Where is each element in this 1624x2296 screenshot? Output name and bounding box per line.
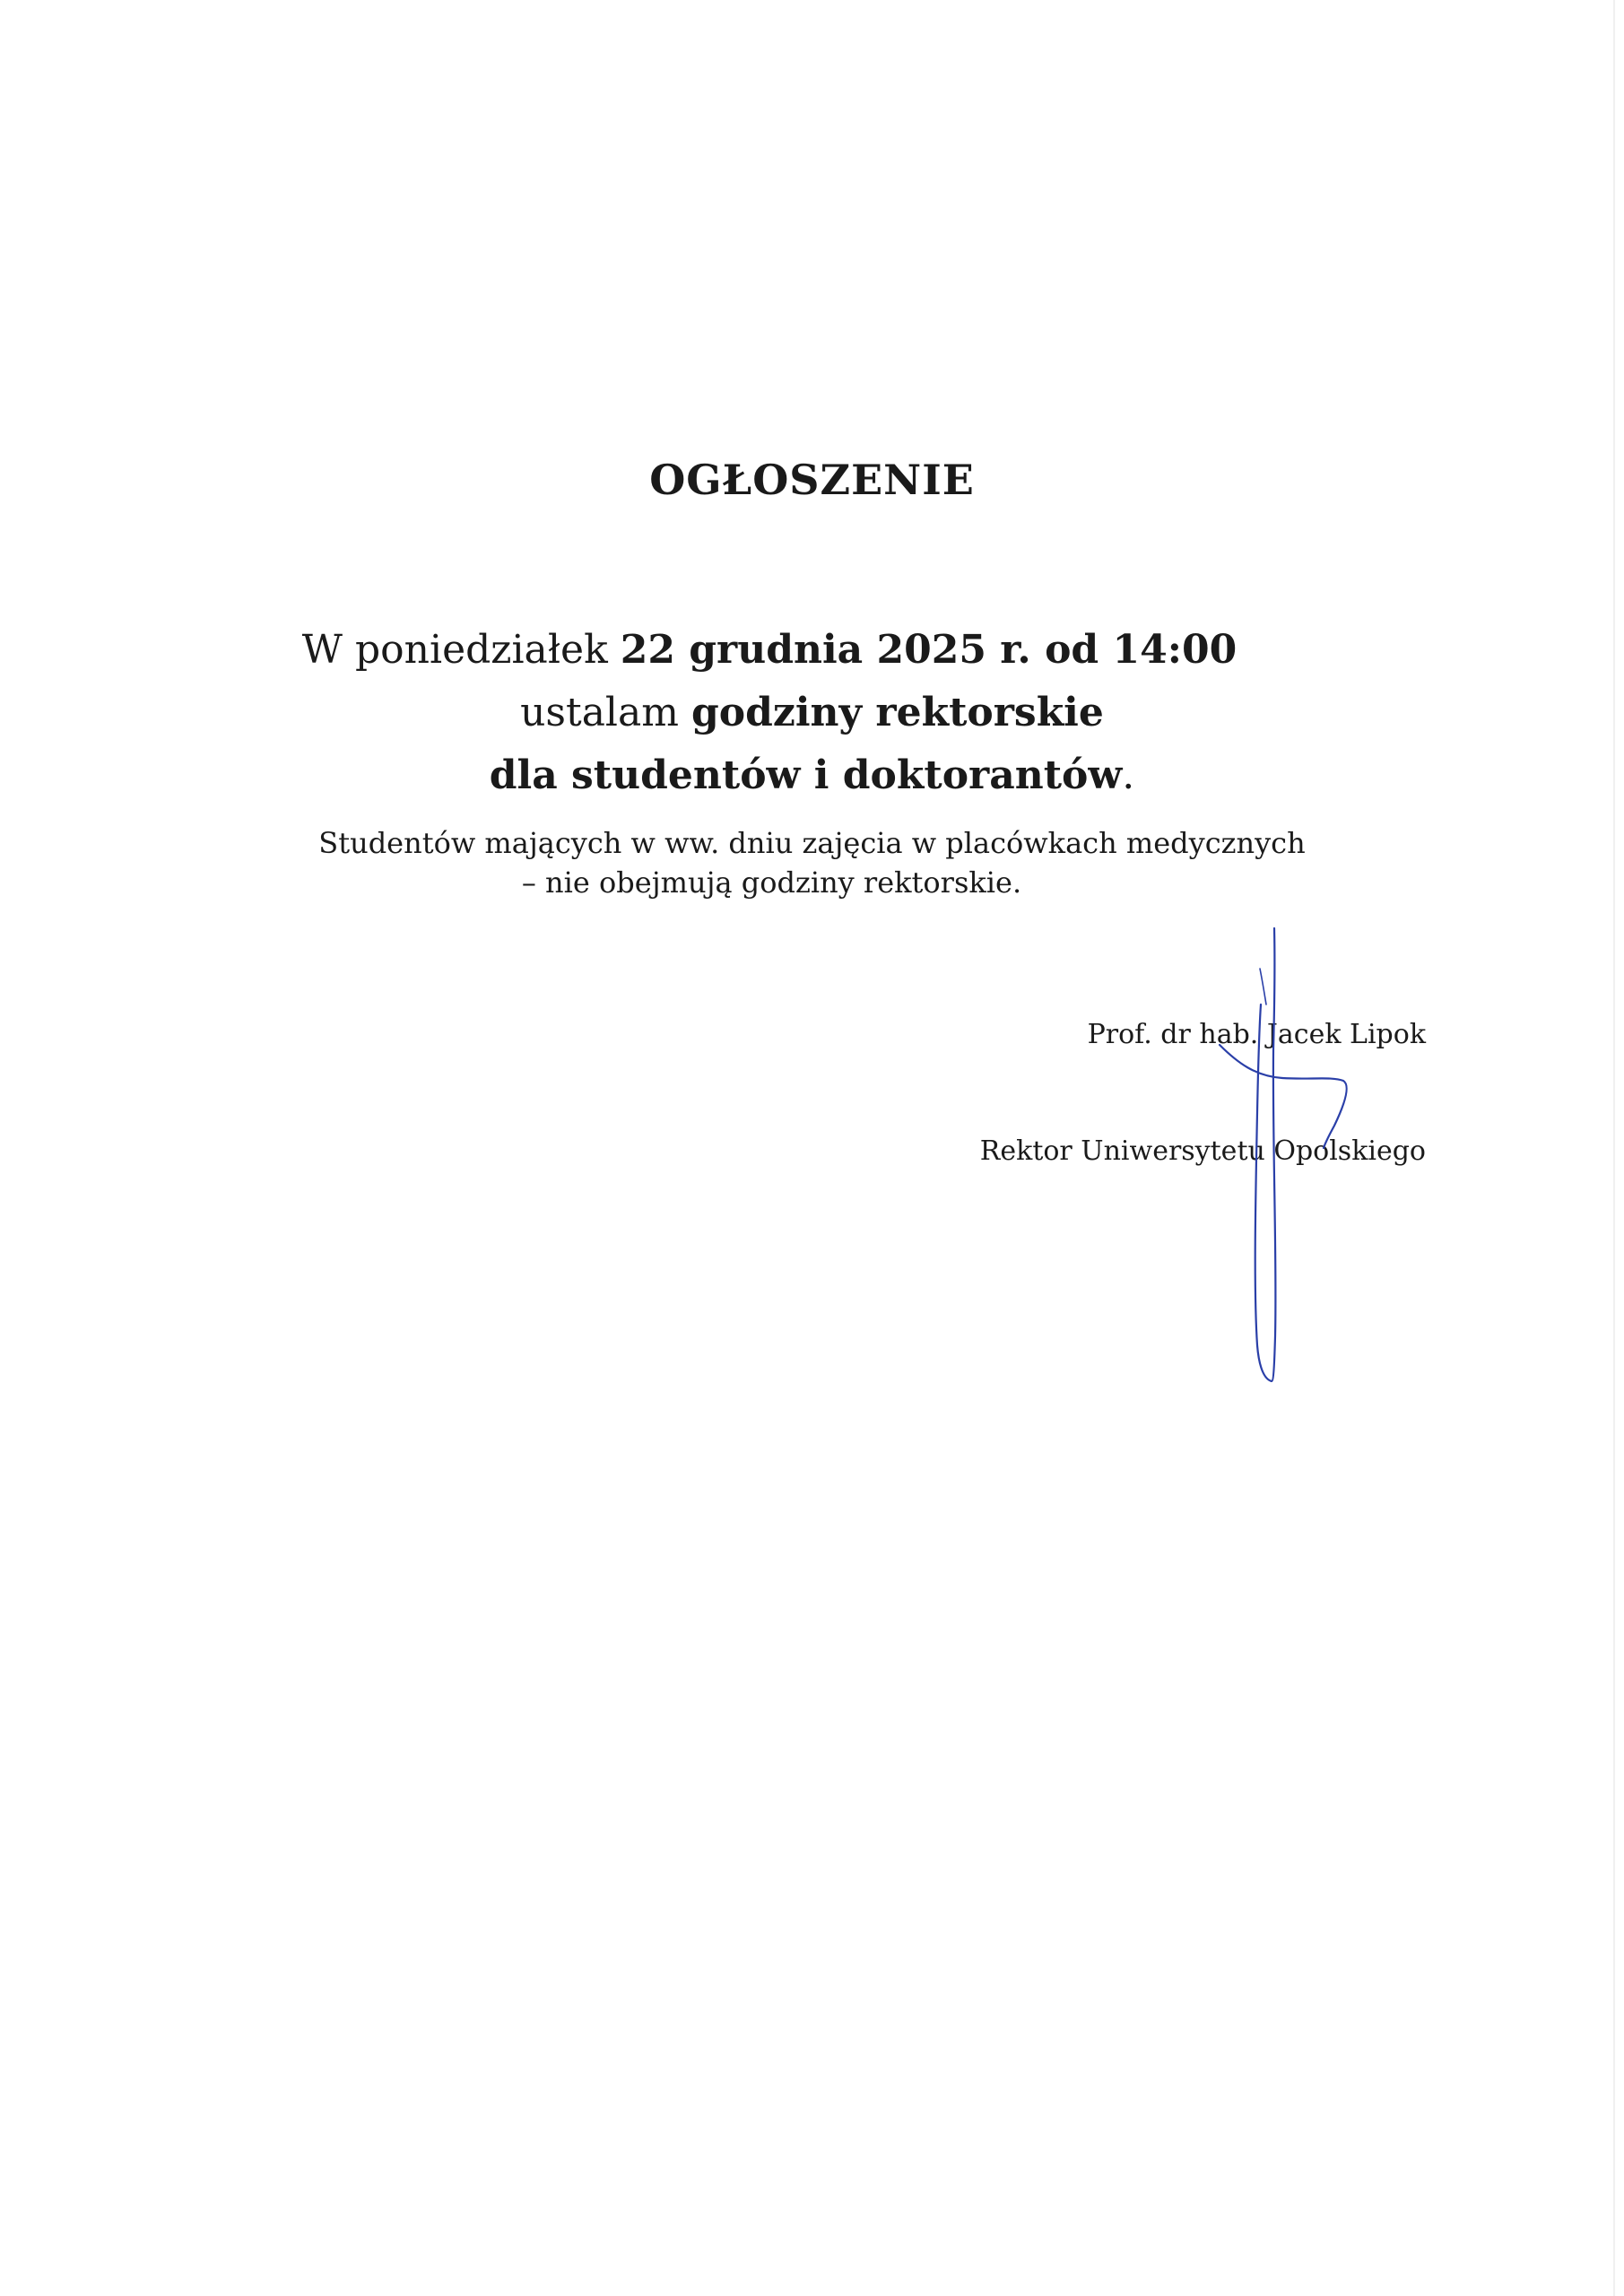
exception-note-line-1: Studentów mających w ww. dniu zajęcia w placówkach medycznych xyxy=(318,826,1306,860)
document-title: OGŁOSZENIE xyxy=(649,456,975,504)
handwritten-signature xyxy=(1184,915,1363,1417)
signatory-name: Prof. dr hab. Jacek Lipok xyxy=(1087,1019,1426,1050)
announcement-line-1-prefix: W poniedziałek xyxy=(301,627,621,673)
announcement-line-2 xyxy=(179,682,1445,744)
scan-edge-line xyxy=(1613,0,1615,2296)
announcement-block xyxy=(179,619,1445,807)
announcement-date-time: 22 grudnia 2025 r. od 14:00 xyxy=(620,627,1238,673)
announcement-rector-hours: godziny rektorskie xyxy=(690,690,1104,735)
announcement-line-3 xyxy=(179,744,1445,807)
announcement-audience: dla studentów i doktorantów xyxy=(489,752,1123,798)
announcement-line-1 xyxy=(94,619,1445,682)
exception-note-line-2: – nie obejmują godziny rektorskie. xyxy=(521,865,1022,900)
announcement-line-2-prefix: ustalam xyxy=(520,690,691,735)
exception-note xyxy=(179,823,1445,902)
announcement-line-3-suffix: . xyxy=(1122,752,1135,798)
signatory-role: Rektor Uniwersytetu Opolskiego xyxy=(979,1135,1426,1167)
